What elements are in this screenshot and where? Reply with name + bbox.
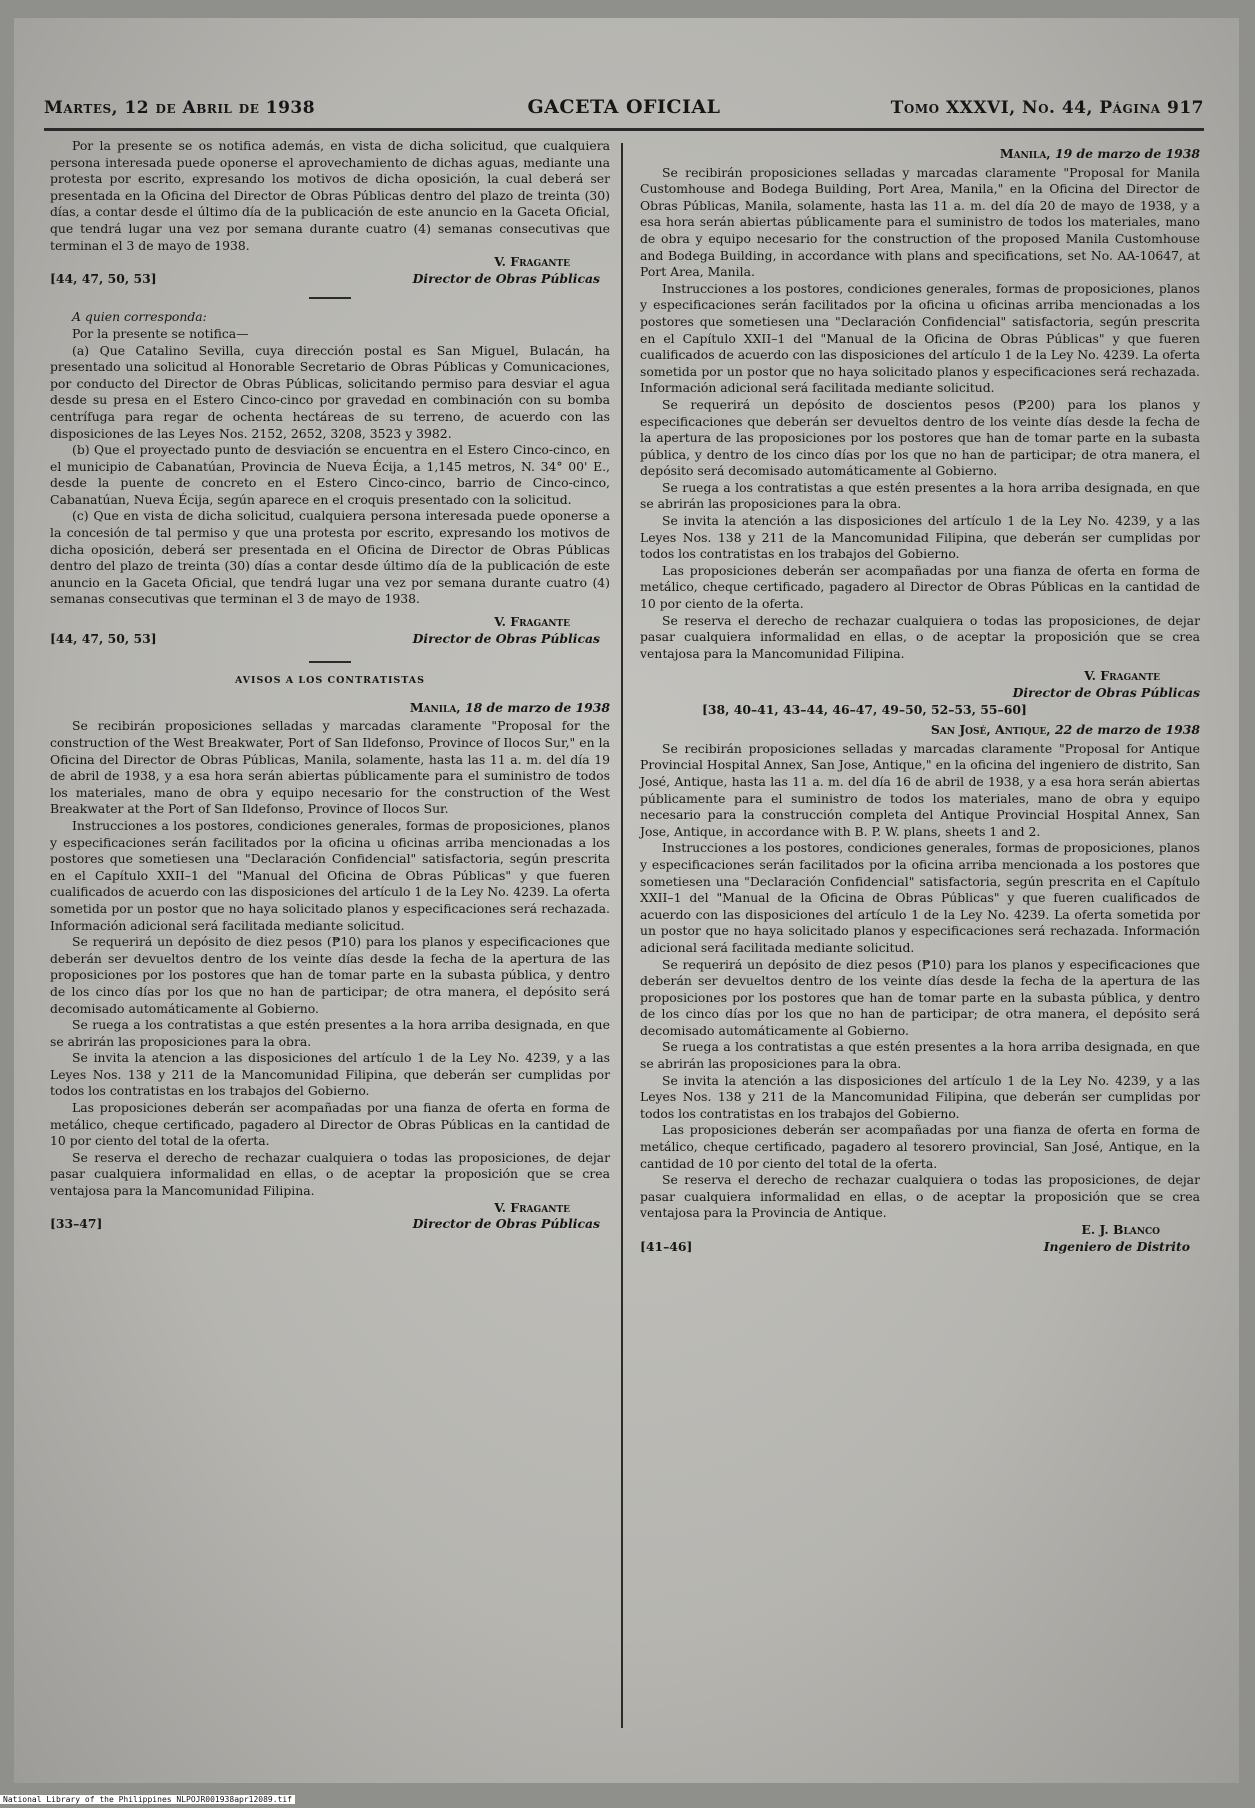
reference-line: [50, 271, 610, 288]
signature-name: V. Fragante: [494, 254, 570, 270]
header-volume-page: Tomo XXXVI, No. 44, Página 917: [890, 98, 1204, 118]
paragraph: Se ruega a los contratistas a que estén presentes a la hora arriba designada, en que se abrirán las proposiciones para la obra.: [50, 1017, 610, 1049]
right-column: [640, 138, 1200, 1255]
header-publication-title: GACETA OFICIAL: [527, 96, 721, 118]
signature-name: V. Fragante: [1084, 668, 1160, 684]
paragraph: Se reserva el derecho de rechazar cualquiera o todas las proposiciones, de dejar pasar cualquiera informalidad en ellas, o de aceptar la proposición que se crea ventajosa para la Mancomunidad Filipina.: [640, 612, 1200, 661]
signature-title: Director de Obras Públicas: [412, 630, 600, 646]
paragraph: Se recibirán proposiciones selladas y marcadas claramente "Proposal for Antique Provincial Hospital Annex, San Jose, Antique," en la oficina del ingeniero de distrito, San José, Antique, hasta las 11 a. m. del día 16 de abril de 1938, y a esa hora serán abiertas públicamente para el suministro de todos los materiales, mano de obra y equipo necesario para la construcción completa del Antique Provincial Hospital Annex, San Jose, Antique, in accordance with B. P. W. plans, sheets 1 and 2.: [640, 740, 1200, 839]
paragraph: Se recibirán proposiciones selladas y marcadas claramente "Proposal for the construction of the West Breakwater, Port of San Ildefonso, Province of Ilocos Sur," en la Oficina del Director de Obras Públicas, Manila, solamente, hasta las 11 a. m. del día 19 de abril de 1938, y a esa hora serán abiertas públicamente para el suministro de todos los materiales, mano de obra y equipo necesario for the construction of the West Breakwater at the Port of San Ildefonso, Province of Ilocos Sur.: [50, 718, 610, 817]
paragraph: Por la presente se notifica—: [72, 325, 249, 341]
signature-title: Director de Obras Públicas: [412, 270, 600, 286]
paragraph: Se requerirá un depósito de doscientos pesos (₱200) para los planos y especificaciones que deberán ser devueltos dentro de los veinte días desde la fecha de la apertura de las proposiciones por los postores que han de tomar parte en la subasta pública, y dentro de los cinco días por los que no han de participar; de otra manera, el depósito será decomisado automáticamente al Gobierno.: [640, 396, 1200, 479]
dateline: Manila, 19 de marzo de 1938: [999, 146, 1200, 161]
issue-references: [38, 40–41, 43–44, 46–47, 49–50, 52–53, 55–60]: [702, 701, 1027, 717]
paragraph: Las proposiciones deberán ser acompañadas por una fianza de oferta en forma de metálico, cheque certificado, pagadero al tesorero provincial, San José, Antique, en la cantidad de 10 por ciento del total de la oferta.: [640, 1122, 1200, 1171]
paragraph: Se requerirá un depósito de diez pesos (₱10) para los planos y especificaciones que deberán ser devueltos dentro de los veinte días desde la fecha de la apertura de las proposiciones por los postores que han de tomar parte en la subasta pública, y dentro de los cinco días por los que no han de participar; de otra manera, el depósito será decomisado automáticamente al Gobierno.: [640, 956, 1200, 1038]
paragraph: (a) Que Catalino Sevilla, cuya dirección postal es San Miguel, Bulacán, ha presentado una solicitud al Honorable Secretario de Obras Públicas y Comunicaciones, por conducto del Director de Obras Públicas, solicitando permiso para desviar el agua desde su presa en el Estero Cinco-cinco por gravedad en combinación con su bomba centrífuga para regar de ochenta hectáreas de su terreno, de acuerdo con las disposiciones de las Leyes Nos. 2152, 2652, 3208, 3523 y 3982.: [50, 342, 610, 441]
header-rule: [44, 128, 1204, 131]
paragraph: Instrucciones a los postores, condiciones generales, formas de proposiciones, planos y especificaciones serán facilitados por la oficina arriba mencionada a los postores que sometiesen una "Declaración Confidencial" satisfactoria, según prescrita en el Capítulo XXII–1 del "Manual de la Oficina de Obras Públicas" y que fueren cualificados de acuerdo con las disposiciones del artículo 1 de la Ley No. 4239. La oferta sometida por un postor que no haya solicitado planos y especificaciones será rechazada. Información adicional será facilitada mediante solicitud.: [640, 840, 1200, 955]
scan-footer: National Library of the Philippines NLPOJR001938apr12089.tif: [0, 1795, 295, 1804]
separator-rule: [309, 661, 351, 663]
issue-references: [44, 47, 50, 53]: [50, 270, 157, 286]
paragraph: Se invita la atención a las disposiciones del artículo 1 de la Ley No. 4239, y a las Leyes Nos. 138 y 211 de la Mancomunidad Filipina, que deberán ser cumplidas por todos los contratistas en los trabajos del Gobierno.: [640, 513, 1200, 562]
issue-references: [41–46]: [640, 1238, 693, 1254]
paragraph: Se invita la atencion a las disposiciones del artículo 1 de la Ley No. 4239, y a las Leyes Nos. 138 y 211 de la Mancomunidad Filipina, que deberán ser cumplidas por todos los contratistas en los trabajos del Gobierno.: [50, 1050, 610, 1099]
paragraph: Instrucciones a los postores, condiciones generales, formas de proposiciones, planos y especificaciones serán facilitados por la oficina u oficinas arriba mencionadas a los postores que sometiesen una "Declaración Confidencial" satisfactoria, según prescrita en el Capítulo XXII–1 del "Manual del Oficina de Obras Públicas" y que fueren cualificados de acuerdo con las disposiciones del artículo 1 de la Ley No. 4239. La oferta sometida por un postor que no haya solicitado planos y especificaciones será rechazada. Información adicional será facilitada mediante solicitud.: [50, 817, 610, 933]
left-column: [50, 138, 610, 1233]
issue-references: [33–47]: [50, 1216, 103, 1232]
paragraph: Instrucciones a los postores, condiciones generales, formas de proposiciones, planos y especificaciones serán facilitados por la oficina u oficinas arriba mencionadas a los postores que sometiesen una "Declaración Confidencial" satisfactoria, según prescrita en el Capítulo XXII–1 del "Manual de la Oficina de Obras Públicas" y que fueren cualificados de acuerdo con las disposiciones del artículo 1 de la Ley No. 4239. La oferta sometida por un postor que no haya solicitado planos y especificaciones será rechazada. Información adicional será facilitada mediante solicitud.: [640, 280, 1200, 396]
paragraph: Por la presente se os notifica además, en vista de dicha solicitud, que cualquiera persona interesada puede oponerse el aprovechamiento de dichas aguas, mediante una protesta por escrito, expresando los motivos de dicha oposición, la cual deberá ser presentada en la Oficina del Director de Obras Públicas dentro del plazo de treinta (30) días, a contar desde el último día de la publicación de este anuncio en la Gaceta Oficial, que tendrá lugar una vez por semana durante cuatro (4) semanas consecutivas que terminan el 3 de mayo de 1938.: [50, 138, 610, 253]
paragraph: Las proposiciones deberán ser acompañadas por una fianza de oferta en forma de metálico, cheque certificado, pagadero al Director de Obras Públicas en la cantidad de 10 por ciento del total de la oferta.: [50, 1100, 610, 1149]
dateline: San José, Antique, 22 de marzo de 1938: [930, 722, 1200, 738]
signature-name: V. Fragante: [494, 1199, 570, 1215]
paragraph: Las proposiciones deberán ser acompañadas por una fianza de oferta en forma de metálico, cheque certificado, pagadero al Director de Obras Públicas en la cantidad de 10 por ciento de la oferta.: [640, 562, 1200, 612]
paragraph: Se ruega a los contratistas a que estén presentes a la hora arriba designada, en que se abrirán las proposiciones para la obra.: [640, 479, 1200, 512]
header-date: Martes, 12 de Abril de 1938: [44, 98, 316, 118]
newspaper-page: [14, 18, 1239, 1783]
separator-rule: [309, 297, 351, 299]
page-header: [44, 90, 1204, 124]
paragraph: (c) Que en vista de dicha solicitud, cualquiera persona interesada puede oponerse a la concesión de tal permiso y que una protesta por escrito, expresando los motivos de dicha oposición, deberá ser presentada en el Oficina de Director de Obras Públicas dentro del plazo de treinta (30) días a contar desde último día de la publicación de este anuncio en la Gaceta Oficial, que tendrá lugar una vez por semana durante cuatro (4) semanas consecutivas que terminan el 3 de mayo de 1938.: [50, 508, 610, 607]
paragraph: Se ruega a los contratistas a que estén presentes a la hora arriba designada, en que se abrirán las proposiciones para la obra.: [640, 1039, 1200, 1072]
paragraph: Se requerirá un depósito de diez pesos (₱10) para los planos y especificaciones que deberán ser devueltos dentro de los veinte días desde la fecha de la apertura de las proposiciones por los postores que han de tomar parte en la subasta pública, y dentro de los cinco días por los que no han de participar; de otra manera, el depósito será decomisado automáticamente al Gobierno.: [50, 934, 610, 1016]
section-heading: AVISOS A LOS CONTRATISTAS: [234, 675, 426, 687]
signature-name: E. J. Blanco: [1081, 1222, 1160, 1237]
paragraph: Se invita la atención a las disposiciones del artículo 1 de la Ley No. 4239, y a las Leyes Nos. 138 y 211 de la Mancomunidad Filipina, que deberán ser cumplidas por todos los contratistas en los trabajos del Gobierno.: [640, 1072, 1200, 1121]
addressee: A quien corresponda:: [72, 309, 207, 325]
signature-name: V. Fragante: [494, 614, 570, 630]
reference-line: [50, 1216, 610, 1233]
paragraph: Se recibirán proposiciones selladas y marcadas claramente "Proposal for Manila Customhouse and Bodega Building, Port Area, Manila," en la Oficina del Director de Obras Públicas, Manila, solamente, hasta las 11 a. m. del día 20 de mayo de 1938, y a esa hora serán abiertas públicamente para el suministro de todos los materiales, mano de obra y equipo necesario for the construction of the proposed Manila Customhouse and Bodega Building, in accordance with plans and specifications, set No. AA-10647, at Port Area, Manila.: [640, 164, 1200, 280]
paragraph: Se reserva el derecho de rechazar cualquiera o todas las proposiciones, de dejar pasar cualquiera informalidad en ellas, o de aceptar la proposición que se crea ventajosa para la Provincia de Antique.: [640, 1172, 1200, 1221]
reference-line: [640, 1239, 1200, 1256]
reference-line: [50, 631, 610, 648]
column-divider: [621, 143, 623, 1728]
dateline: Manila, 18 de marzo de 1938: [409, 699, 610, 715]
issue-references: [44, 47, 50, 53]: [50, 630, 157, 646]
signature-title: Ingeniero de Distrito: [1043, 1238, 1190, 1254]
signature-title: Director de Obras Públicas: [412, 1216, 600, 1232]
signature-title: Director de Obras Públicas: [1012, 685, 1200, 700]
paragraph: (b) Que el proyectado punto de desviación se encuentra en el Estero Cinco-cinco, en el municipio de Cabanatúan, Provincia de Nueva Écija, a 1,145 metros, N. 34° 00' E., desde la puente de concreto en el Estero Cinco-cinco, barrio de Cinco-cinco, Cabanatúan, Nueva Écija, según aparece en el croquis presentado con la solicitud.: [50, 442, 610, 507]
paragraph: Se reserva el derecho de rechazar cualquiera o todas las proposiciones, de dejar pasar cualquiera informalidad en ellas, o de aceptar la proposición que se crea ventajosa para la Mancomunidad Filipina.: [50, 1149, 610, 1199]
